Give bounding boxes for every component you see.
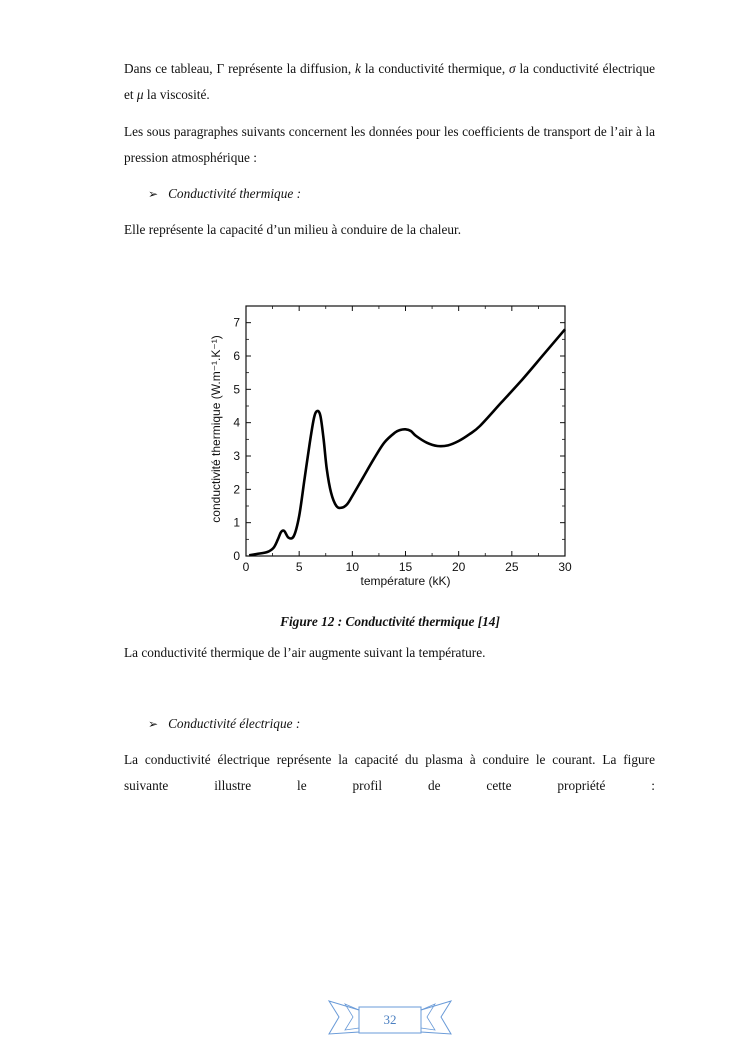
y-tick-label: 7 <box>233 315 240 330</box>
gamma-symbol: Γ <box>216 61 225 76</box>
bullet-label: Conductivité électrique : <box>168 716 301 731</box>
paragraph-electrical-definition: La conductivité électrique représente la capacité du plasma à conduire le courant. La figure suivante illustre le profil de cette propriété : <box>124 752 655 793</box>
paragraph-table-legend: Dans ce tableau, Γ représente la diffusion, k la conductivité thermique, σ la conductivité électrique et μ la viscosité. <box>124 61 655 102</box>
x-tick-label: 25 <box>505 560 519 574</box>
x-tick-label: 5 <box>295 560 303 574</box>
page-number: 32 <box>383 1012 397 1027</box>
y-tick-label: 0 <box>233 549 240 563</box>
series-line-air <box>249 329 565 555</box>
arrow-bullet-icon: ➢ <box>148 716 159 731</box>
bullet-electrical-conductivity <box>148 716 300 732</box>
figure-caption: Figure 12 : Conductivité thermique [14] <box>280 614 500 629</box>
x-tick-label: 10 <box>345 560 360 574</box>
y-tick-label: 1 <box>233 515 240 530</box>
y-tick-label: 5 <box>233 382 240 397</box>
paragraph-thermal-definition: Elle représente la capacité d’un milieu à conduire de la chaleur. <box>124 222 462 237</box>
mu-symbol: μ <box>136 87 144 102</box>
y-tick-label: 4 <box>233 415 240 430</box>
arrow-bullet-icon: ➢ <box>148 186 159 201</box>
x-tick-label: 0 <box>242 560 250 574</box>
page-number-ribbon <box>325 998 455 1042</box>
x-tick-label: 20 <box>451 560 466 574</box>
y-axis-label: conductivité thermique (W.m⁻¹.K⁻¹) <box>209 335 223 523</box>
x-tick-label: 15 <box>398 560 413 574</box>
y-tick-label: 6 <box>233 349 240 363</box>
y-tick-label: 3 <box>233 449 240 463</box>
k-symbol: k <box>355 61 361 76</box>
x-axis-label: température (kK) <box>360 574 451 588</box>
paragraph-thermal-trend: La conductivité thermique de l’air augmente suivant la température. <box>124 645 486 660</box>
thermal-conductivity-chart <box>200 300 590 600</box>
bullet-thermal-conductivity <box>148 186 301 202</box>
sigma-symbol: σ <box>509 61 516 76</box>
x-tick-label: 30 <box>558 560 572 574</box>
paragraph-transport-intro: Les sous paragraphes suivants concernent les données pour les coefficients de transport de l’air à la pression atmosphérique : <box>124 124 655 165</box>
bullet-label: Conductivité thermique : <box>168 186 301 201</box>
y-tick-label: 2 <box>233 482 240 497</box>
plot-frame <box>246 306 565 556</box>
